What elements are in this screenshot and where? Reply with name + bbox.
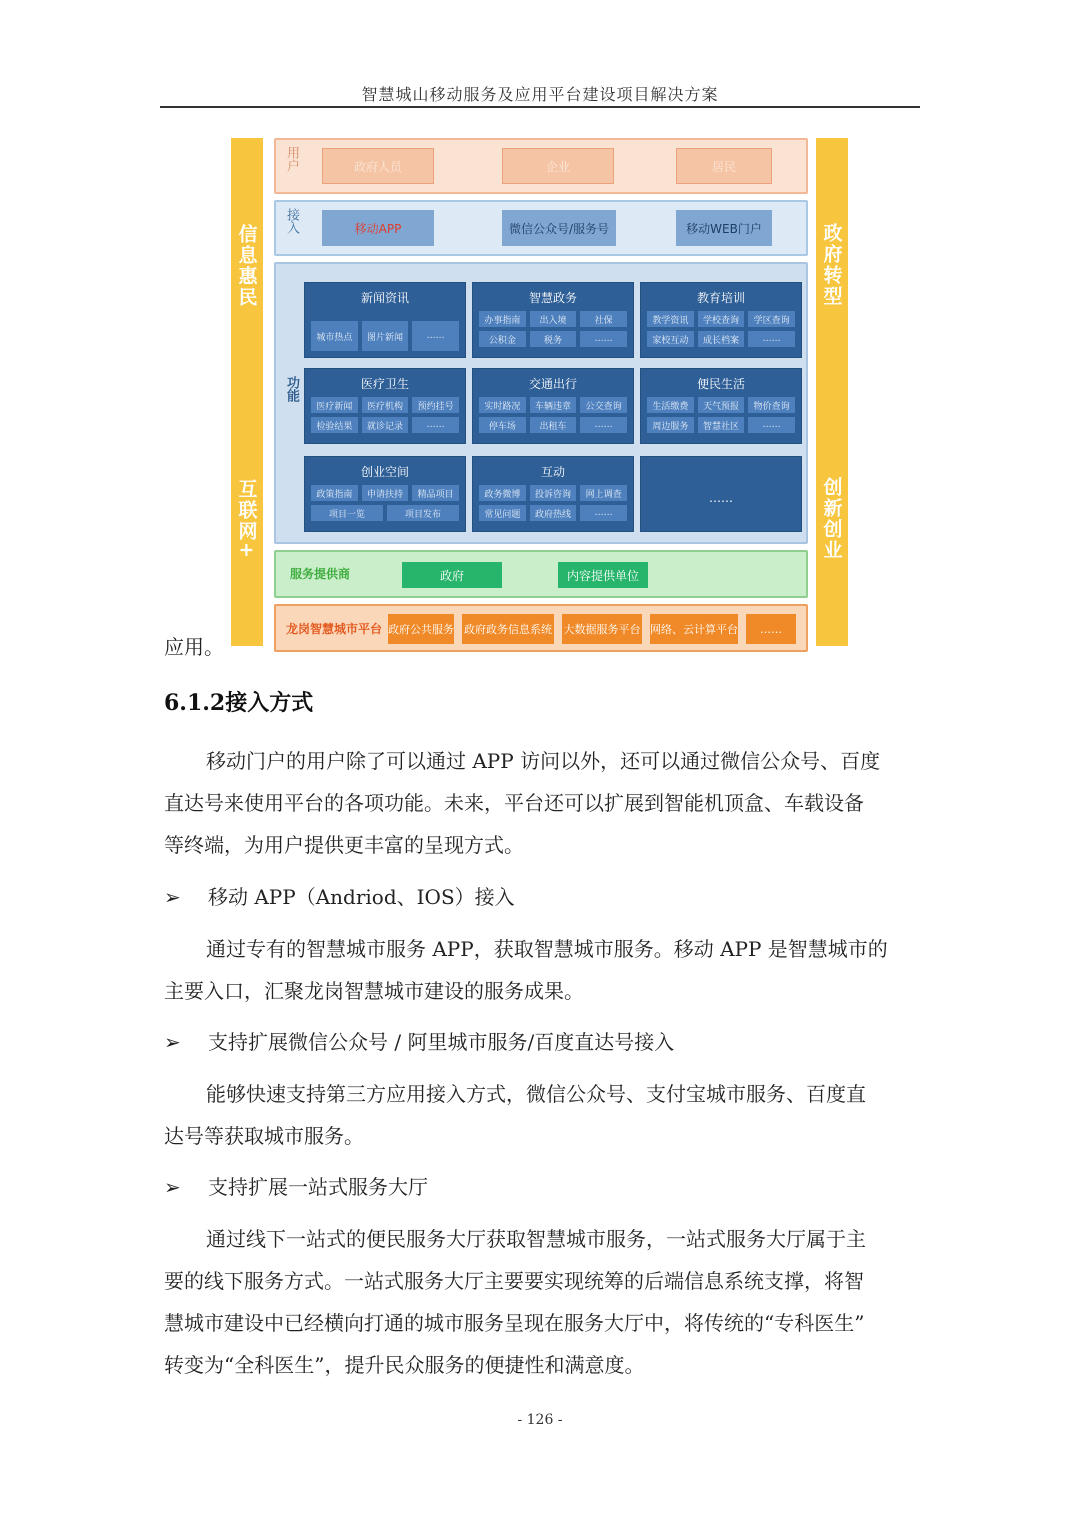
right-side-label-1: 政府转型 xyxy=(820,223,843,307)
bullet-item-3 xyxy=(164,1166,428,1208)
bullet-arrow-icon: ➢ xyxy=(164,885,181,909)
bullet-arrow-icon: ➢ xyxy=(164,1175,181,1199)
platform-item: 政府公共服务 xyxy=(388,614,454,644)
trailing-text: 应用。 xyxy=(164,635,224,659)
func-item: 学校查询 xyxy=(698,311,745,327)
func-item: 预约挂号 xyxy=(412,397,459,413)
left-side-bar xyxy=(231,138,263,646)
para-line: 通过专有的智慧城市服务 APP，获取智慧城市服务。移动 APP 是智慧城市的 xyxy=(206,937,888,961)
func-item: 物价查询 xyxy=(748,397,795,413)
func-medical xyxy=(304,368,466,444)
user-enterprise: 企业 xyxy=(502,148,614,184)
func-item: 政策指南 xyxy=(311,485,358,501)
func-item: …… xyxy=(412,417,459,433)
access-web: 移动WEB门户 xyxy=(676,210,772,246)
platform-label: 龙岗智慧城市平台 xyxy=(286,622,383,636)
users-tag: 用户 xyxy=(284,146,299,172)
paragraph-3 xyxy=(164,1073,920,1157)
paragraph-2 xyxy=(164,928,920,1012)
bullet-text: 支持扩展微信公众号 / 阿里城市服务/百度直达号接入 xyxy=(208,1030,675,1054)
paragraph-4 xyxy=(164,1218,920,1386)
paragraph-1 xyxy=(164,740,920,866)
bullet-item-2 xyxy=(164,1021,674,1063)
func-item: 医疗新闻 xyxy=(311,397,358,413)
func-item: …… xyxy=(580,331,627,347)
functions-layer xyxy=(274,262,808,544)
architecture-diagram xyxy=(226,132,852,652)
right-side-label-2: 创新创业 xyxy=(820,477,843,561)
func-item: 车辆违章 xyxy=(530,397,577,413)
platform-item: …… xyxy=(746,614,796,644)
func-more xyxy=(640,456,802,532)
functions-tag: 功能 xyxy=(284,376,299,402)
user-resident: 居民 xyxy=(676,148,772,184)
func-item: 出入境 xyxy=(530,311,577,327)
func-item: 学区查询 xyxy=(748,311,795,327)
func-item: 公交查询 xyxy=(580,397,627,413)
page-number: - 126 - xyxy=(517,1412,563,1428)
func-item: …… xyxy=(580,417,627,433)
func-item: 家校互动 xyxy=(647,331,694,347)
func-item: …… xyxy=(748,331,795,347)
func-title: 医疗卫生 xyxy=(360,377,409,391)
func-item: 就诊记录 xyxy=(362,417,409,433)
para-line: 等终端，为用户提供更丰富的呈现方式。 xyxy=(164,833,524,857)
func-title: 交通出行 xyxy=(528,377,577,391)
func-item: 公积金 xyxy=(479,331,526,347)
func-title: 创业空间 xyxy=(360,465,409,479)
func-item: 政务微博 xyxy=(479,485,526,501)
user-government: 政府人员 xyxy=(322,148,434,184)
right-side-bar xyxy=(816,138,848,646)
func-item: 图片新闻 xyxy=(362,321,409,351)
func-item: 申请扶持 xyxy=(362,485,409,501)
func-item: 精品项目 xyxy=(412,485,459,501)
func-egov xyxy=(472,282,634,358)
func-item: …… xyxy=(748,417,795,433)
func-startup xyxy=(304,456,466,532)
para-line: 主要入口，汇聚龙岗智慧城市建设的服务成果。 xyxy=(164,979,584,1003)
func-item: 常见问题 xyxy=(479,505,526,521)
func-title: 互动 xyxy=(540,465,565,479)
bullet-item-1 xyxy=(164,876,515,918)
func-education xyxy=(640,282,802,358)
func-item: 生活缴费 xyxy=(647,397,694,413)
access-tag: 接入 xyxy=(284,208,299,234)
para-line: 能够快速支持第三方应用接入方式，微信公众号、支付宝城市服务、百度直 xyxy=(206,1082,866,1106)
platform-layer xyxy=(274,604,808,652)
para-line: 要的线下服务方式。一站式服务大厅主要要实现统筹的后端信息系统支撑，将智 xyxy=(164,1269,864,1293)
para-line: 通过线下一站式的便民服务大厅获取智慧城市服务，一站式服务大厅属于主 xyxy=(206,1227,866,1251)
func-title: 新闻资讯 xyxy=(360,291,409,305)
section-title: 6.1.2接入方式 xyxy=(164,690,314,716)
func-item: 项目发布 xyxy=(387,505,459,521)
provider-government: 政府 xyxy=(402,562,502,588)
para-line: 转变为“全科医生”，提升民众服务的便捷性和满意度。 xyxy=(164,1353,645,1377)
func-title: …… xyxy=(709,491,733,505)
provider-content: 内容提供单位 xyxy=(558,562,648,588)
func-item: 网上调查 xyxy=(580,485,627,501)
func-item: 周边服务 xyxy=(647,417,694,433)
func-item: 教学资讯 xyxy=(647,311,694,327)
para-line: 移动门户的用户除了可以通过 APP 访问以外，还可以通过微信公众号、百度 xyxy=(206,749,881,773)
func-item: 社保 xyxy=(580,311,627,327)
func-item: 天气预报 xyxy=(698,397,745,413)
func-item: 停车场 xyxy=(479,417,526,433)
para-line: 直达号来使用平台的各项功能。未来，平台还可以扩展到智能机顶盒、车载设备 xyxy=(164,791,864,815)
func-traffic xyxy=(472,368,634,444)
users-layer xyxy=(274,138,808,194)
func-interaction xyxy=(472,456,634,532)
func-item: 办事指南 xyxy=(479,311,526,327)
bullet-text: 支持扩展一站式服务大厅 xyxy=(208,1175,428,1199)
provider-layer xyxy=(274,550,808,598)
para-line: 达号等获取城市服务。 xyxy=(164,1124,364,1148)
left-side-label-1: 信息惠民 xyxy=(235,223,258,308)
func-item: 检验结果 xyxy=(311,417,358,433)
func-item: 成长档案 xyxy=(698,331,745,347)
header-rule xyxy=(160,106,920,108)
access-layer xyxy=(274,200,808,256)
page-header: 智慧城山移动服务及应用平台建设项目解决方案 xyxy=(361,85,719,104)
func-life xyxy=(640,368,802,444)
func-item: …… xyxy=(580,505,627,521)
func-news xyxy=(304,282,466,358)
func-title: 智慧政务 xyxy=(528,291,577,305)
func-item: 医疗机构 xyxy=(362,397,409,413)
para-line: 慧城市建设中已经横向打通的城市服务呈现在服务大厅中，将传统的“专科医生” xyxy=(164,1311,865,1335)
bullet-text: 移动 APP（Andriod、IOS）接入 xyxy=(208,885,515,909)
func-item: 政府热线 xyxy=(530,505,577,521)
platform-item: 政府政务信息系统 xyxy=(462,614,554,644)
platform-item: 大数据服务平台 xyxy=(562,614,642,644)
access-wechat: 微信公众号/服务号 xyxy=(502,210,616,246)
func-title: 教育培训 xyxy=(696,291,745,305)
func-item: 投诉咨询 xyxy=(530,485,577,501)
bullet-arrow-icon: ➢ xyxy=(164,1030,181,1054)
left-side-label-2: 互联网+ xyxy=(235,479,258,561)
platform-item: 网络、云计算平台 xyxy=(650,614,738,644)
func-title: 便民生活 xyxy=(696,377,745,391)
func-item: 出租车 xyxy=(530,417,577,433)
func-item: 税务 xyxy=(530,331,577,347)
func-item: 城市热点 xyxy=(311,321,358,351)
func-item: …… xyxy=(412,321,459,351)
func-item: 项目一览 xyxy=(311,505,383,521)
func-item: 实时路况 xyxy=(479,397,526,413)
func-item: 智慧社区 xyxy=(698,417,745,433)
access-app: 移动APP xyxy=(322,210,434,246)
provider-label: 服务提供商 xyxy=(290,567,351,581)
